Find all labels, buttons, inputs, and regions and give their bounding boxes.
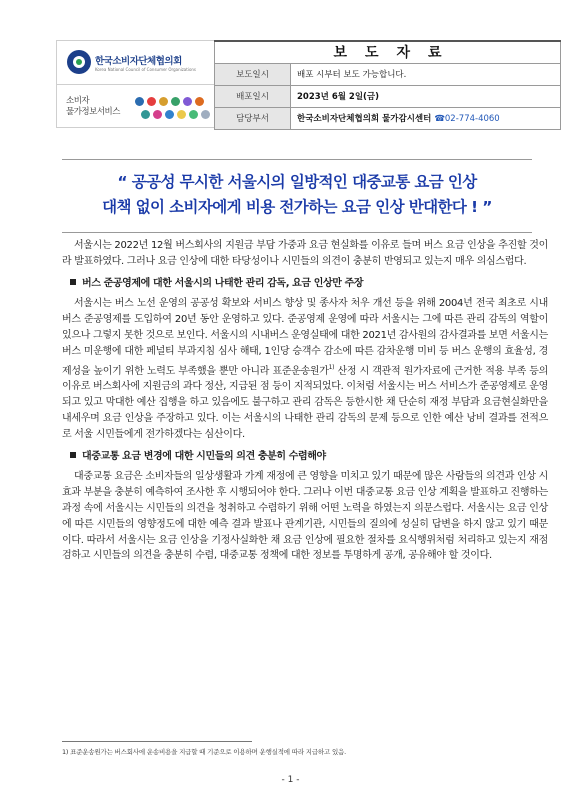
paragraph-oversight	[62, 296, 548, 442]
org-name-en: Korea National Council of Consumer Organizations	[95, 67, 197, 72]
table-row	[215, 85, 561, 107]
department-name: 한국소비자단체협의회 물가감시센터	[297, 114, 432, 124]
footnote-marker: 1)	[328, 363, 335, 371]
section-heading-2	[70, 449, 548, 465]
row-label: 보도일시	[215, 63, 291, 85]
footnote: 1) 표준운송원가는 버스회사에 운송비용을 지급할 때 기준으로 이용하며 운행실적에 따라 지급하고 있음.	[62, 748, 346, 756]
section-heading-1-text: 버스 준공영제에 대한 서울시의 나태한 관리 감독, 요금 인상만 주장	[82, 277, 364, 289]
service-name-line2: 물가정보서비스	[66, 107, 120, 117]
bullet-square-icon	[70, 452, 76, 458]
article-body	[62, 238, 548, 570]
row-value: 배포 시부터 보도 가능합니다.	[291, 63, 561, 85]
org-emblem-icon	[67, 50, 91, 74]
headline	[62, 159, 532, 233]
logo-panel	[56, 40, 214, 128]
bullet-square-icon	[70, 279, 76, 285]
paragraph-oversight-part1: 서울시는 버스 노선 운영의 공공성 확보와 서비스 향상 및 종사자 처우 개선 등을 위해 2004년 전국 최초로 시내버스 준공영제를 도입하여 20년 동안 운영하고 있다. 준공영제 운영에 따라 서울시는 그에 따른 관리 감독의 역할이 있으나 그렇지 못한 것으로 보인다. 서울시의 시내버스 운영실태에 대한 2021년 감사원의 감사결과를 보면 서울시는 버스 미운행에 대한 페널티 부과지침 심사 해태, 1인당 승객수 감소에 따른 감차운행 미비 등 버스 운행의 효율성, 경제성을 높이기 위한 노력도 부족했을 뿐만 아니라 표준운송원가	[62, 298, 548, 377]
paragraph-intro: 서울시는 2022년 12월 버스회사의 지원금 부담 가중과 요금 현실화를 이유로 들며 버스 요금 인상을 추진할 것이라 발표하였다. 그러나 요금 인상에 대한 타당성이나 시민들의 의견이 충분히 반영되고 있는지 매우 의심스럽다.	[62, 240, 548, 267]
paragraph-oversight-part2: 산정 시 객관적 원가자료에 근거한 적용 부족 등의 이유로 버스회사에 지원금의 과다 정산, 지급된 점 등이 지적되었다. 이처럼 서울시는 버스 서비스가 준공영제로 운영되고 있고 막대한 예산 집행을 하고 있음에도 불구하고 관리 감독은 등한시한 채 단순히 재정 부담과 요금현실화만을 내세우며 요금 인상을 주장하고 있다. 이는 서울시의 나태한 관리 감독의 문제 등으로 인한 예산 낭비 결과를 전적으로 서울 시민들에게 전가하겠다는 심산이다.	[62, 365, 548, 440]
section-heading-2-text: 대중교통 요금 변경에 대한 시민들의 의견 충분히 수렴해야	[82, 450, 326, 462]
footnote-divider	[62, 741, 252, 742]
page-number: - 1 -	[281, 775, 300, 785]
release-info-table	[214, 40, 561, 130]
row-value: 2023년 6월 2일(금)	[291, 85, 561, 107]
table-row	[215, 107, 561, 129]
section-heading-1	[70, 276, 548, 292]
headline-line1: “ 공공성 무시한 서울시의 일방적인 대중교통 요금 인상	[117, 173, 477, 191]
org-name: 한국소비자단체협의회	[95, 56, 182, 67]
paragraph-opinion: 대중교통 요금은 소비자들의 일상생활과 가계 재정에 큰 영향을 미치고 있기 때문에 많은 사람들의 의견과 인상 시 효과 부분을 충분히 예측하여 조사한 후 시행되어야 한다. 그러나 이번 대중교통 요금 인상 계획을 발표하고 진행하는 과정 속에 서울시는 시민들의 의견을 청취하고 수렴하기 위해 어떤 노력을 하였는지 의문스럽다. 서울시는 요금 인상에 따른 시민들의 영향정도에 대한 예측 결과 발표나 관계기관, 시민들의 질의에 성실히 답변을 하지 않고 있기 때문이다. 따라서 서울시는 요금 인상을 기정사실화한 채 요금 인상에 필요한 절차를 요식행위처럼 처리하고 있는지 재점검하고 시민들의 의견을 충분히 수렴, 대중교통 정책에 대한 정보를 투명하게 공개, 공유해야 할 것이다.	[62, 471, 548, 562]
row-label: 담당부서	[215, 107, 291, 129]
row-value	[291, 107, 561, 129]
table-row	[215, 63, 561, 85]
phone-number: ☎02-774-4060	[434, 114, 500, 124]
service-dots-icon	[135, 95, 211, 123]
service-name-line1: 소비자	[66, 96, 90, 106]
service-name	[66, 96, 120, 118]
org-logo	[57, 41, 215, 85]
row-label: 배포일시	[215, 85, 291, 107]
release-title: 보도자료	[215, 41, 561, 63]
headline-line2: 대책 없이 소비자에게 비용 전가하는 요금 인상 반대한다 ! ”	[102, 198, 492, 216]
press-release-header	[56, 40, 561, 128]
